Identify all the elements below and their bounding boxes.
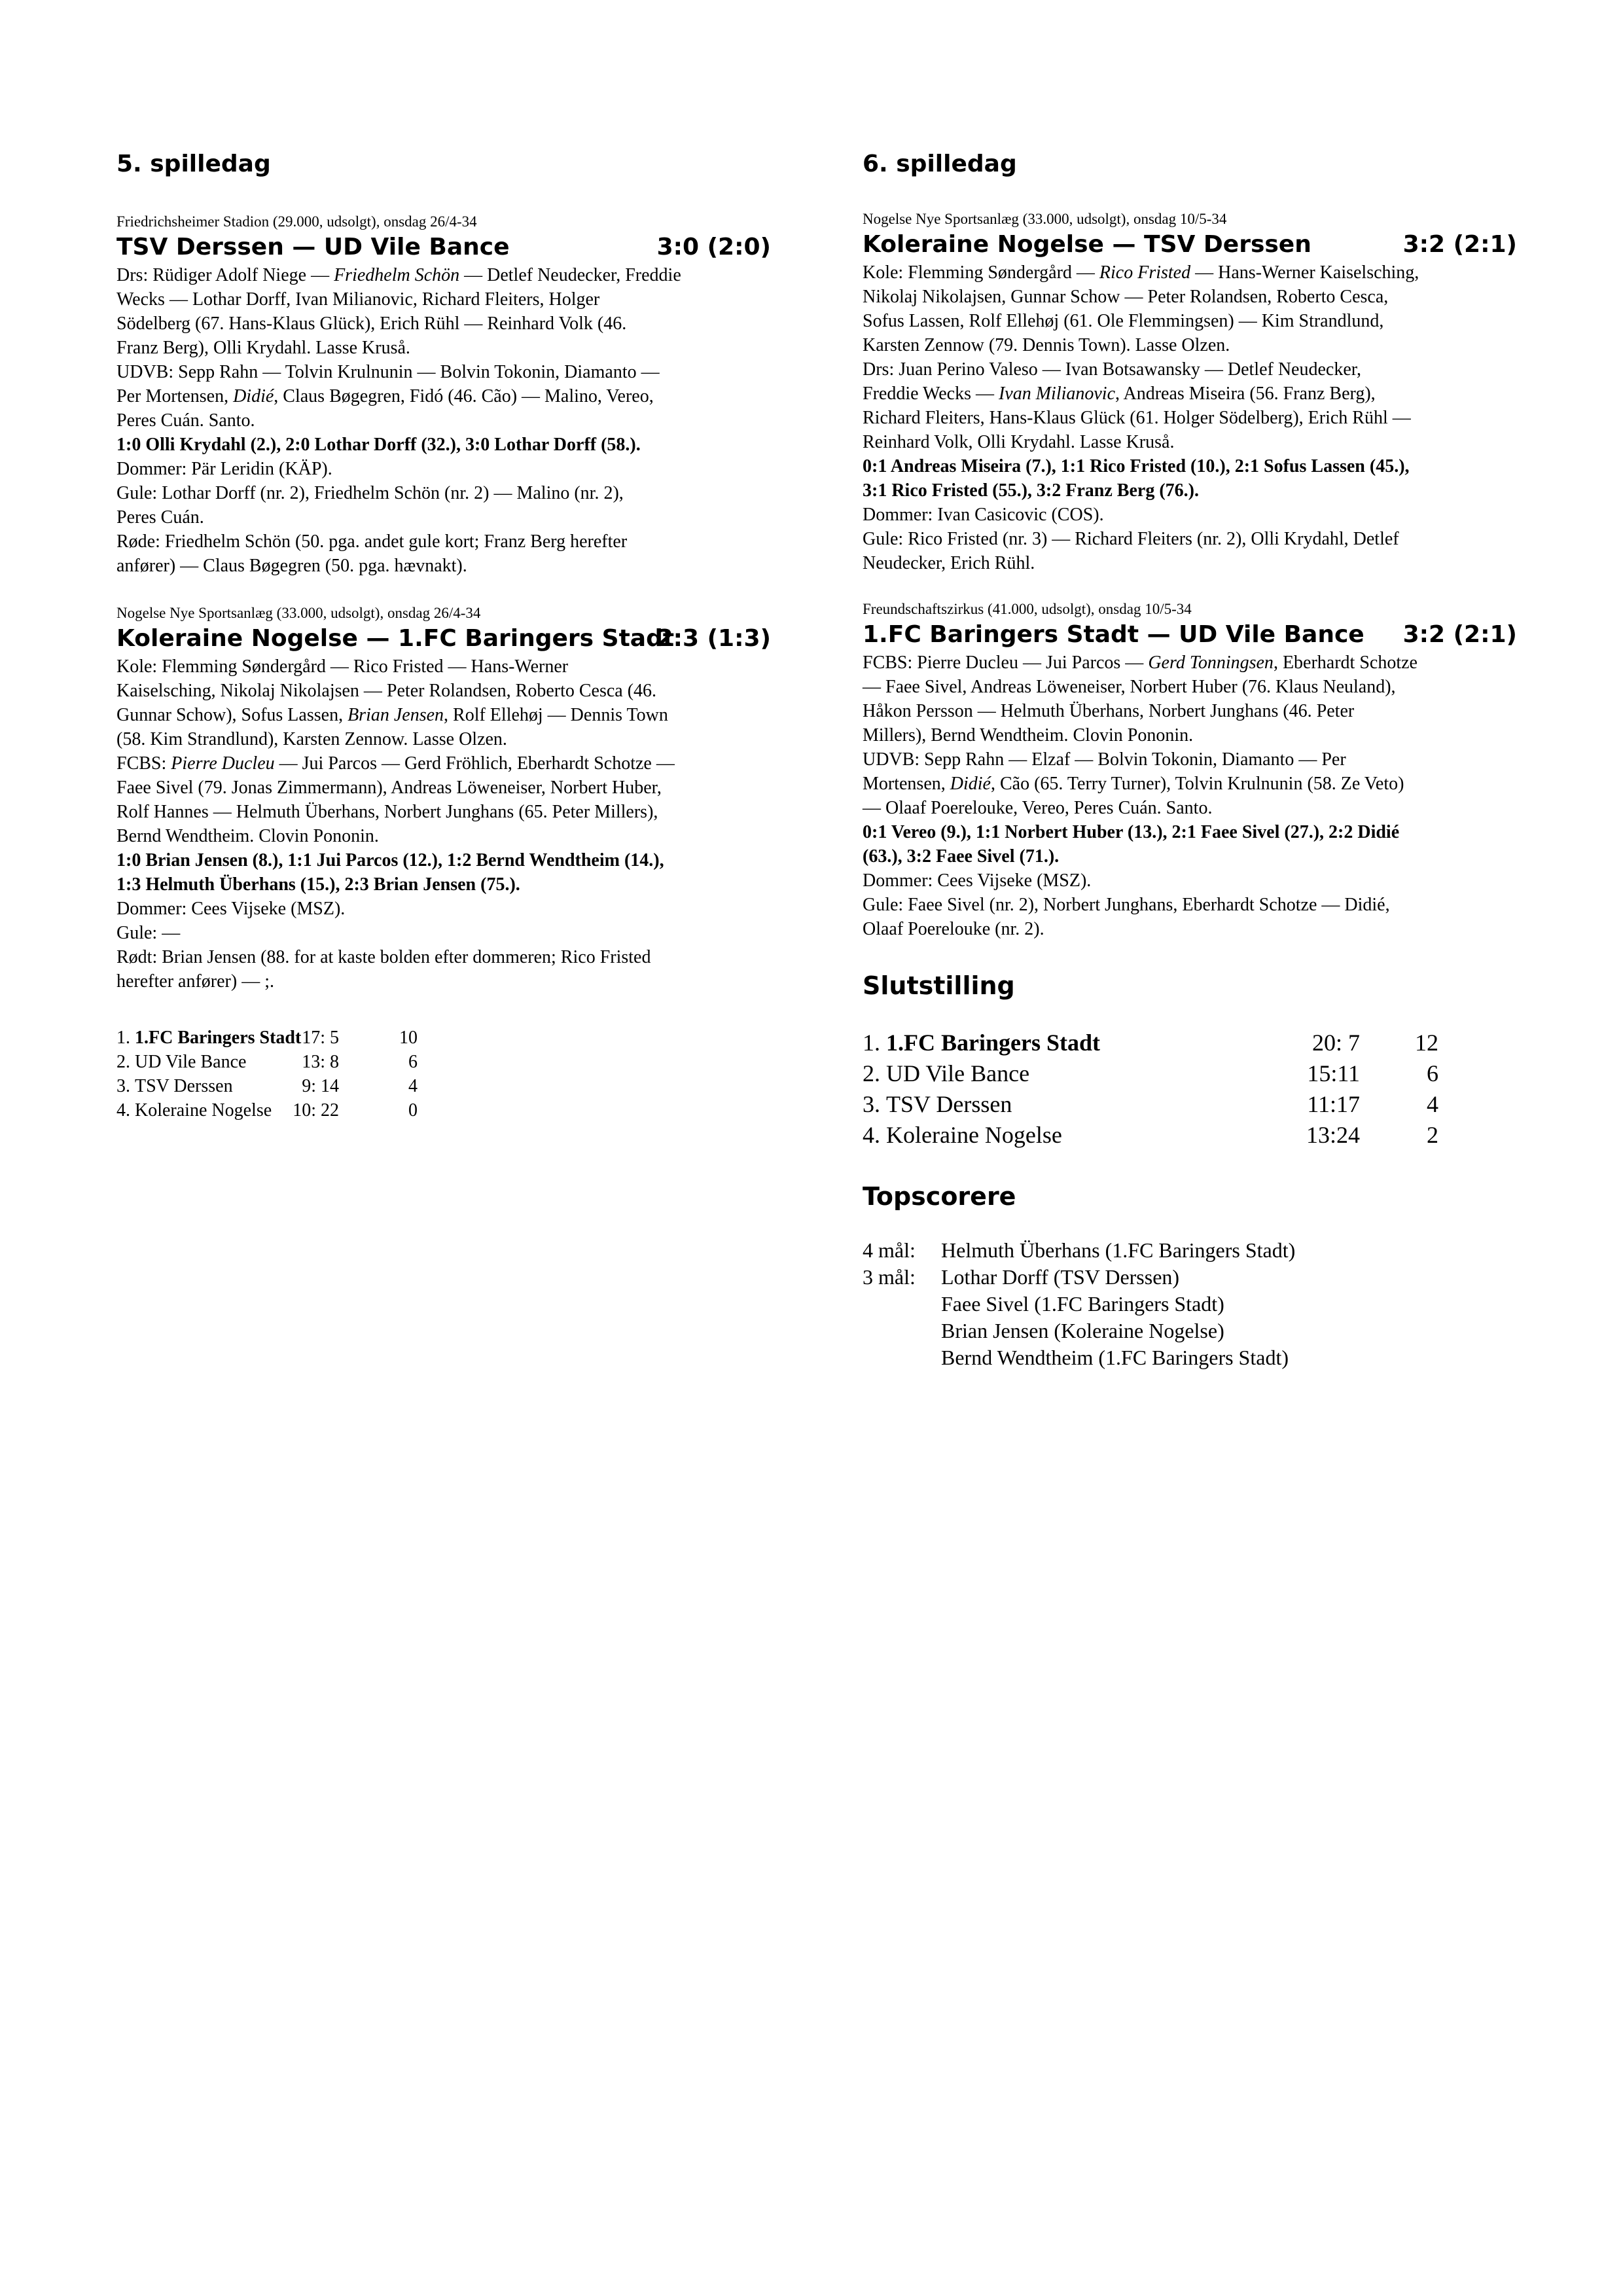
text-span: , Andreas Miseira (56. Franz Berg), bbox=[1115, 384, 1376, 404]
yellow-cards-line: Peres Cuán. bbox=[116, 507, 204, 528]
points-cell: 4 bbox=[408, 1076, 418, 1096]
lineup-line: Richard Fleiters, Hans-Klaus Glück (61. Holger Södelberg), Erich Rühl — bbox=[863, 408, 1411, 428]
lineup-line bbox=[863, 772, 1517, 796]
captain-name: Didié bbox=[950, 774, 991, 794]
lineup-line: Håkon Persson — Helmuth Überhans, Norbert Junghans (46. Peter bbox=[863, 701, 1355, 721]
table-row bbox=[116, 1074, 535, 1098]
match-venue: Nogelse Nye Sportsanlæg (33.000, udsolgt), onsdag 26/4-34 bbox=[116, 605, 481, 621]
points-cell: 4 bbox=[1427, 1091, 1438, 1117]
table-row bbox=[116, 1098, 535, 1122]
lineup-line: Drs: Juan Perino Valeso — Ivan Botsawansky — Detlef Neudecker, bbox=[863, 359, 1361, 380]
day5-match2 bbox=[116, 603, 771, 994]
text-span: , Claus Bøgegren, Fidó (46. Cão) — Malino, Vereo, bbox=[274, 386, 654, 406]
points-cell: 6 bbox=[408, 1052, 418, 1072]
team-cell: UD Vile Bance bbox=[886, 1060, 1030, 1086]
list-item bbox=[863, 1264, 1452, 1291]
goals-line: 1:0 Brian Jensen (8.), 1:1 Jui Parcos (12.), 1:2 Bernd Wendtheim (14.), bbox=[116, 850, 664, 870]
scorer-name: Helmuth Überhans (1.FC Baringers Stadt) bbox=[941, 1238, 1296, 1262]
text-span: Freddie Wecks — bbox=[863, 384, 999, 404]
captain-name: Brian Jensen bbox=[348, 705, 444, 725]
text-span: Gunnar Schow), Sofus Lassen, bbox=[116, 705, 348, 725]
lineup-line bbox=[116, 751, 771, 776]
match-result: 3:0 (2:0) bbox=[656, 234, 771, 260]
points-cell: 2 bbox=[1427, 1122, 1438, 1148]
text-span: , Cão (65. Terry Turner), Tolvin Krulnunin (58. Ze Veto) bbox=[990, 774, 1404, 794]
text-span: — Detlef Neudecker, Freddie bbox=[459, 265, 681, 285]
text-span: , Eberhardt Schotze bbox=[1273, 653, 1418, 673]
points-cell: 0 bbox=[408, 1100, 418, 1121]
goal-count: 4 mål: bbox=[863, 1238, 916, 1262]
scorer-name: Faee Sivel (1.FC Baringers Stadt) bbox=[941, 1292, 1224, 1316]
captain-name: Friedhelm Schön bbox=[334, 265, 460, 285]
table-row bbox=[863, 1120, 1438, 1151]
yellow-cards-line: Gule: Lothar Dorff (nr. 2), Friedhelm Schön (nr. 2) — Malino (nr. 2), bbox=[116, 483, 624, 503]
position-cell: 3. bbox=[116, 1076, 130, 1096]
team-cell: TSV Derssen bbox=[135, 1076, 233, 1096]
position-cell: 2. bbox=[116, 1052, 130, 1072]
scorer-name: Brian Jensen (Koleraine Nogelse) bbox=[941, 1319, 1224, 1342]
match-venue: Freundschaftszirkus (41.000, udsolgt), onsdag 10/5-34 bbox=[863, 601, 1192, 617]
goals-cell: 9: 14 bbox=[302, 1076, 339, 1096]
lineup-line: — Olaaf Poerelouke, Vereo, Peres Cuán. Santo. bbox=[863, 798, 1213, 818]
lineup-line: UDVB: Sepp Rahn — Tolvin Krulnunin — Bolvin Tokonin, Diamanto — bbox=[116, 362, 660, 382]
lineup-line bbox=[863, 260, 1517, 285]
captain-name: Ivan Milianovic bbox=[998, 384, 1116, 404]
match-title: Koleraine Nogelse — 1.FC Baringers Stadt bbox=[116, 625, 675, 652]
list-item bbox=[863, 1344, 1452, 1371]
match-result: 3:2 (2:1) bbox=[1402, 231, 1517, 258]
lineup-line: Karsten Zennow (79. Dennis Town). Lasse Olzen. bbox=[863, 335, 1230, 355]
points-cell: 10 bbox=[399, 1028, 418, 1048]
lineup-line bbox=[116, 703, 771, 727]
points-cell: 12 bbox=[1415, 1030, 1438, 1056]
match-result: 3:2 (2:1) bbox=[1402, 621, 1517, 648]
team-cell: 1.FC Baringers Stadt bbox=[886, 1030, 1100, 1056]
lineup-line: Peres Cuán. Santo. bbox=[116, 410, 255, 431]
red-cards-line: Røde: Friedhelm Schön (50. pga. andet gule kort; Franz Berg herefter bbox=[116, 531, 628, 552]
match-venue: Nogelse Nye Sportsanlæg (33.000, udsolgt), onsdag 10/5-34 bbox=[863, 211, 1227, 227]
topscorers-heading: Topscorere bbox=[863, 1182, 1016, 1211]
lineup-line: (58. Kim Strandlund), Karsten Zennow. Lasse Olzen. bbox=[116, 729, 507, 749]
goals-cell: 13:24 bbox=[1306, 1122, 1360, 1148]
day6-match2 bbox=[863, 600, 1517, 941]
position-cell: 2. bbox=[863, 1060, 880, 1086]
table-row bbox=[116, 1050, 535, 1074]
red-cards-line: anfører) — Claus Bøgegren (50. pga. hævnakt). bbox=[116, 556, 467, 576]
position-cell: 4. bbox=[116, 1100, 130, 1121]
captain-name: Pierre Ducleu bbox=[171, 753, 275, 774]
day5-match1 bbox=[116, 212, 771, 578]
points-cell: 6 bbox=[1427, 1060, 1438, 1086]
yellow-cards-line: Gule: — bbox=[116, 923, 181, 943]
list-item bbox=[863, 1318, 1452, 1344]
captain-name: Didié bbox=[233, 386, 274, 406]
match-result: 2:3 (1:3) bbox=[656, 625, 771, 652]
goals-cell: 17: 5 bbox=[302, 1028, 339, 1048]
match-title-row bbox=[116, 623, 771, 655]
goal-count: 3 mål: bbox=[863, 1265, 916, 1289]
lineup-line: Kaiselsching, Nikolaj Nikolajsen — Peter Rolandsen, Roberto Cesca (46. bbox=[116, 681, 657, 701]
goals-cell: 13: 8 bbox=[302, 1052, 339, 1072]
goals-line: (63.), 3:2 Faee Sivel (71.). bbox=[863, 846, 1060, 867]
goals-cell: 11:17 bbox=[1307, 1091, 1360, 1117]
final-standings-heading: Slutstilling bbox=[863, 971, 1015, 1000]
text-span: Mortensen, bbox=[863, 774, 950, 794]
team-cell: UD Vile Bance bbox=[135, 1052, 247, 1072]
text-span: Kole: Flemming Søndergård — bbox=[863, 262, 1099, 283]
text-span: FCBS: Pierre Ducleu — Jui Parcos — bbox=[863, 653, 1149, 673]
yellow-cards-line: Gule: Rico Fristed (nr. 3) — Richard Fleiters (nr. 2), Olli Krydahl, Detlef bbox=[863, 529, 1399, 549]
lineup-line: Reinhard Volk, Olli Krydahl. Lasse Kruså. bbox=[863, 432, 1175, 452]
text-span: — Hans-Werner Kaiselsching, bbox=[1190, 262, 1419, 283]
referee-line: Dommer: Cees Vijseke (MSZ). bbox=[116, 899, 346, 919]
goals-line: 1:3 Helmuth Überhans (15.), 2:3 Brian Jensen (75.). bbox=[116, 874, 520, 895]
yellow-cards-line: Gule: Faee Sivel (nr. 2), Norbert Junghans, Eberhardt Schotze — Didié, bbox=[863, 895, 1390, 915]
position-cell: 1. bbox=[863, 1030, 880, 1056]
final-standings-table bbox=[863, 1028, 1438, 1151]
team-cell: Koleraine Nogelse bbox=[135, 1100, 272, 1121]
position-cell: 3. bbox=[863, 1091, 880, 1117]
table-row bbox=[116, 1026, 535, 1050]
lineup-line: Franz Berg), Olli Krydahl. Lasse Kruså. bbox=[116, 338, 410, 358]
lineup-line bbox=[863, 382, 1517, 406]
red-cards-line: Rødt: Brian Jensen (88. for at kaste bolden efter dommeren; Rico Fristed bbox=[116, 947, 651, 967]
goals-line: 0:1 Vereo (9.), 1:1 Norbert Huber (13.), 2:1 Faee Sivel (27.), 2:2 Didié bbox=[863, 822, 1400, 842]
yellow-cards-line: Neudecker, Erich Rühl. bbox=[863, 553, 1035, 573]
text-span: Per Mortensen, bbox=[116, 386, 234, 406]
day5-heading: 5. spilledag bbox=[116, 151, 271, 177]
goals-cell: 15:11 bbox=[1307, 1060, 1360, 1086]
lineup-line: Wecks — Lothar Dorff, Ivan Milianovic, Richard Fleiters, Holger bbox=[116, 289, 600, 310]
lineup-line: Bernd Wendtheim. Clovin Pononin. bbox=[116, 826, 379, 846]
goals-cell: 20: 7 bbox=[1311, 1030, 1360, 1056]
match-venue: Friedrichsheimer Stadion (29.000, udsolgt), onsdag 26/4-34 bbox=[116, 213, 477, 230]
lineup-line: Millers), Bernd Wendtheim. Clovin Pononin. bbox=[863, 725, 1194, 745]
team-cell: 1.FC Baringers Stadt bbox=[135, 1028, 302, 1048]
match-title: 1.FC Baringers Stadt — UD Vile Bance bbox=[863, 621, 1364, 648]
red-cards-line: herefter anfører) — ;. bbox=[116, 971, 274, 992]
match-title-row bbox=[116, 232, 771, 263]
match-title: TSV Derssen — UD Vile Bance bbox=[116, 234, 510, 260]
scorer-name: Lothar Dorff (TSV Derssen) bbox=[941, 1265, 1180, 1289]
lineup-line: Faee Sivel (79. Jonas Zimmermann), Andreas Löweneiser, Norbert Huber, bbox=[116, 778, 662, 798]
match-title-row bbox=[863, 619, 1517, 651]
lineup-line: Södelberg (67. Hans-Klaus Glück), Erich Rühl — Reinhard Volk (46. bbox=[116, 314, 627, 334]
lineup-line: Rolf Hannes — Helmuth Überhans, Norbert Junghans (65. Peter Millers), bbox=[116, 802, 658, 822]
lineup-line: Kole: Flemming Søndergård — Rico Fristed — Hans-Werner bbox=[116, 656, 569, 677]
table-row bbox=[863, 1058, 1438, 1089]
captain-name: Gerd Tonningsen bbox=[1148, 653, 1274, 673]
lineup-line: — Faee Sivel, Andreas Löweneiser, Norbert Huber (76. Klaus Neuland), bbox=[863, 677, 1396, 697]
table-row bbox=[863, 1089, 1438, 1120]
yellow-cards-line: Olaaf Poerelouke (nr. 2). bbox=[863, 919, 1044, 939]
day5-standings-table bbox=[116, 1026, 535, 1122]
position-cell: 4. bbox=[863, 1122, 880, 1148]
goals-line: 3:1 Rico Fristed (55.), 3:2 Franz Berg (76.). bbox=[863, 480, 1199, 501]
goals-cell: 10: 22 bbox=[293, 1100, 339, 1121]
text-span: — Jui Parcos — Gerd Fröhlich, Eberhardt Schotze — bbox=[274, 753, 675, 774]
scorer-name: Bernd Wendtheim (1.FC Baringers Stadt) bbox=[941, 1346, 1289, 1369]
day6-heading: 6. spilledag bbox=[863, 151, 1017, 177]
match-title-row bbox=[863, 229, 1517, 260]
goals-line: 0:1 Andreas Miseira (7.), 1:1 Rico Fristed (10.), 2:1 Sofus Lassen (45.), bbox=[863, 456, 1410, 476]
text-span: FCBS: bbox=[116, 753, 171, 774]
day6-match1 bbox=[863, 209, 1517, 575]
captain-name: Rico Fristed bbox=[1099, 262, 1191, 283]
list-item bbox=[863, 1291, 1452, 1318]
lineup-line bbox=[863, 651, 1517, 675]
referee-line: Dommer: Ivan Casicovic (COS). bbox=[863, 505, 1104, 525]
referee-line: Dommer: Cees Vijseke (MSZ). bbox=[863, 870, 1092, 891]
topscorers-list bbox=[863, 1237, 1452, 1371]
text-span: Drs: Rüdiger Adolf Niege — bbox=[116, 265, 334, 285]
goals-line: 1:0 Olli Krydahl (2.), 2:0 Lothar Dorff (32.), 3:0 Lothar Dorff (58.). bbox=[116, 435, 641, 455]
list-item bbox=[863, 1237, 1452, 1264]
lineup-line bbox=[116, 263, 771, 287]
text-span: , Rolf Ellehøj — Dennis Town bbox=[444, 705, 668, 725]
referee-line: Dommer: Pär Leridin (KÄP). bbox=[116, 459, 332, 479]
lineup-line bbox=[116, 384, 771, 408]
lineup-line: Sofus Lassen, Rolf Ellehøj (61. Ole Flemmingsen) — Kim Strandlund, bbox=[863, 311, 1384, 331]
team-cell: TSV Derssen bbox=[886, 1091, 1012, 1117]
position-cell: 1. bbox=[116, 1028, 130, 1048]
table-row bbox=[863, 1028, 1438, 1058]
lineup-line: Nikolaj Nikolajsen, Gunnar Schow — Peter Rolandsen, Roberto Cesca, bbox=[863, 287, 1389, 307]
match-title: Koleraine Nogelse — TSV Derssen bbox=[863, 231, 1311, 258]
lineup-line: UDVB: Sepp Rahn — Elzaf — Bolvin Tokonin, Diamanto — Per bbox=[863, 749, 1346, 770]
team-cell: Koleraine Nogelse bbox=[886, 1122, 1062, 1148]
